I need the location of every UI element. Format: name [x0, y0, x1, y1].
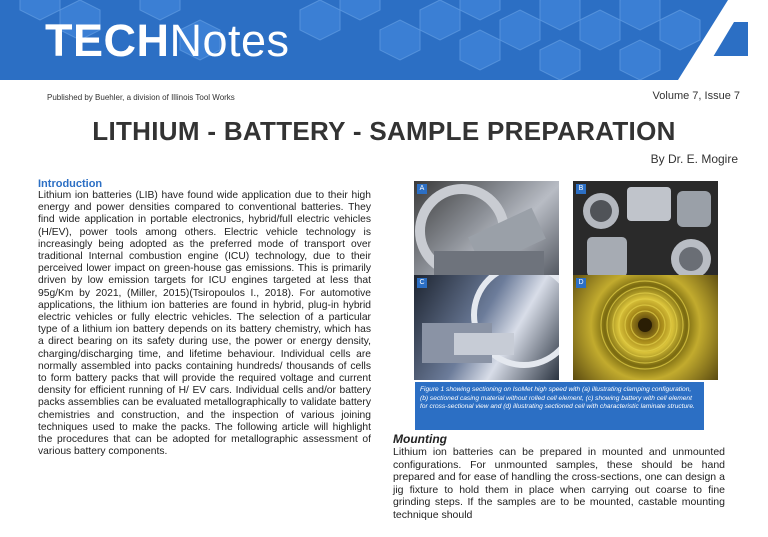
- panel-label: A: [417, 184, 427, 194]
- header-banner: [0, 0, 768, 80]
- clamping-machine-image: [414, 181, 559, 284]
- figure-1: [414, 181, 704, 430]
- right-column: [393, 432, 725, 522]
- mounting-paragraph: Lithium ion batteries can be prepared in mounted and unmounted configurations. For unmounted samples, these should be hand prepared and for ease of handling the cross-sections, one can design a jig fixture to hold them in place when carrying out coarse to fine grinding steps. If the samples are to be mounted, castable mounting technique should: [393, 446, 725, 521]
- buehler-logo-icon: [668, 0, 768, 80]
- figure-panel-b: [573, 181, 718, 284]
- publisher-line: Published by Buehler, a division of Illinois Tool Works: [47, 93, 235, 102]
- panel-label: C: [417, 278, 427, 288]
- volume-issue: Volume 7, Issue 7: [652, 90, 740, 102]
- introduction-paragraph: Lithium ion batteries (LIB) have found wide application due to their high energy and power densities compared to conventional batteries. They find wide application in portable electronics, hybrid/full electric vehicles (H/EV), power tools among others. Electric vehicle technology is increasingly being adopted as the preferred mode of transport over traditional Internal combustion engine (ICU) technology, due to their perceived lower impact on green-house gas emissions. This is primarily driven by low emission targets for ICU engines targeted at less that 95g/Km by 2021, (Miller, 2015)(Tsiropoulos I., 2018). For automotive applications, the lithium ion batteries are found in hybrid, plug-in hybrid electric vehicles or fully electric vehicles. The selection of a particular type of a lithium ion battery depends on its battery chemistry, which has a direct bearing on its safety during use, the power or energy density, charging/discharging time, and lifetime behaviour. Individual cells are normally assembled into packs containing hundreds/ thousands of cells to form battery packs that will provide the required voltage and current density for efficient running of H/ EV cars. Individual cells and/or battery packs assemblies can be evaluated metallographically to validate battery chemistries and construction, and the inspection of various joining techniques used to make the packs. The following article will highlight the procedures that can be adopted for metallographic assessment of various battery components.: [38, 190, 371, 458]
- laminate-structure-image: [573, 275, 718, 380]
- figure-panel-a: [414, 181, 559, 284]
- article-author: By Dr. E. Mogire: [650, 152, 738, 166]
- figure-panel-d: [573, 275, 718, 380]
- introduction-heading: Introduction: [38, 178, 103, 190]
- battery-cell-sectioning-image: [414, 275, 559, 380]
- technotes-logo-text: TECHNotes: [45, 15, 290, 66]
- panel-label: B: [576, 184, 586, 194]
- sectioned-casings-image: [573, 181, 718, 284]
- mounting-heading: Mounting: [393, 432, 447, 446]
- article-title: LITHIUM - BATTERY - SAMPLE PREPARATION: [92, 116, 676, 146]
- left-column: [38, 178, 371, 458]
- panel-label: D: [576, 278, 586, 288]
- figure-panel-c: [414, 275, 559, 380]
- figure-caption: Figure 1 showing sectioning on IsoMet high speed with (a) illustrating clamping configuration, (b) sectioned casing material without rolled cell element, (c) showing battery with cell element for cross-sectional view and (d) illustrating sectioned cell with characteristic laminate structure.: [415, 382, 704, 430]
